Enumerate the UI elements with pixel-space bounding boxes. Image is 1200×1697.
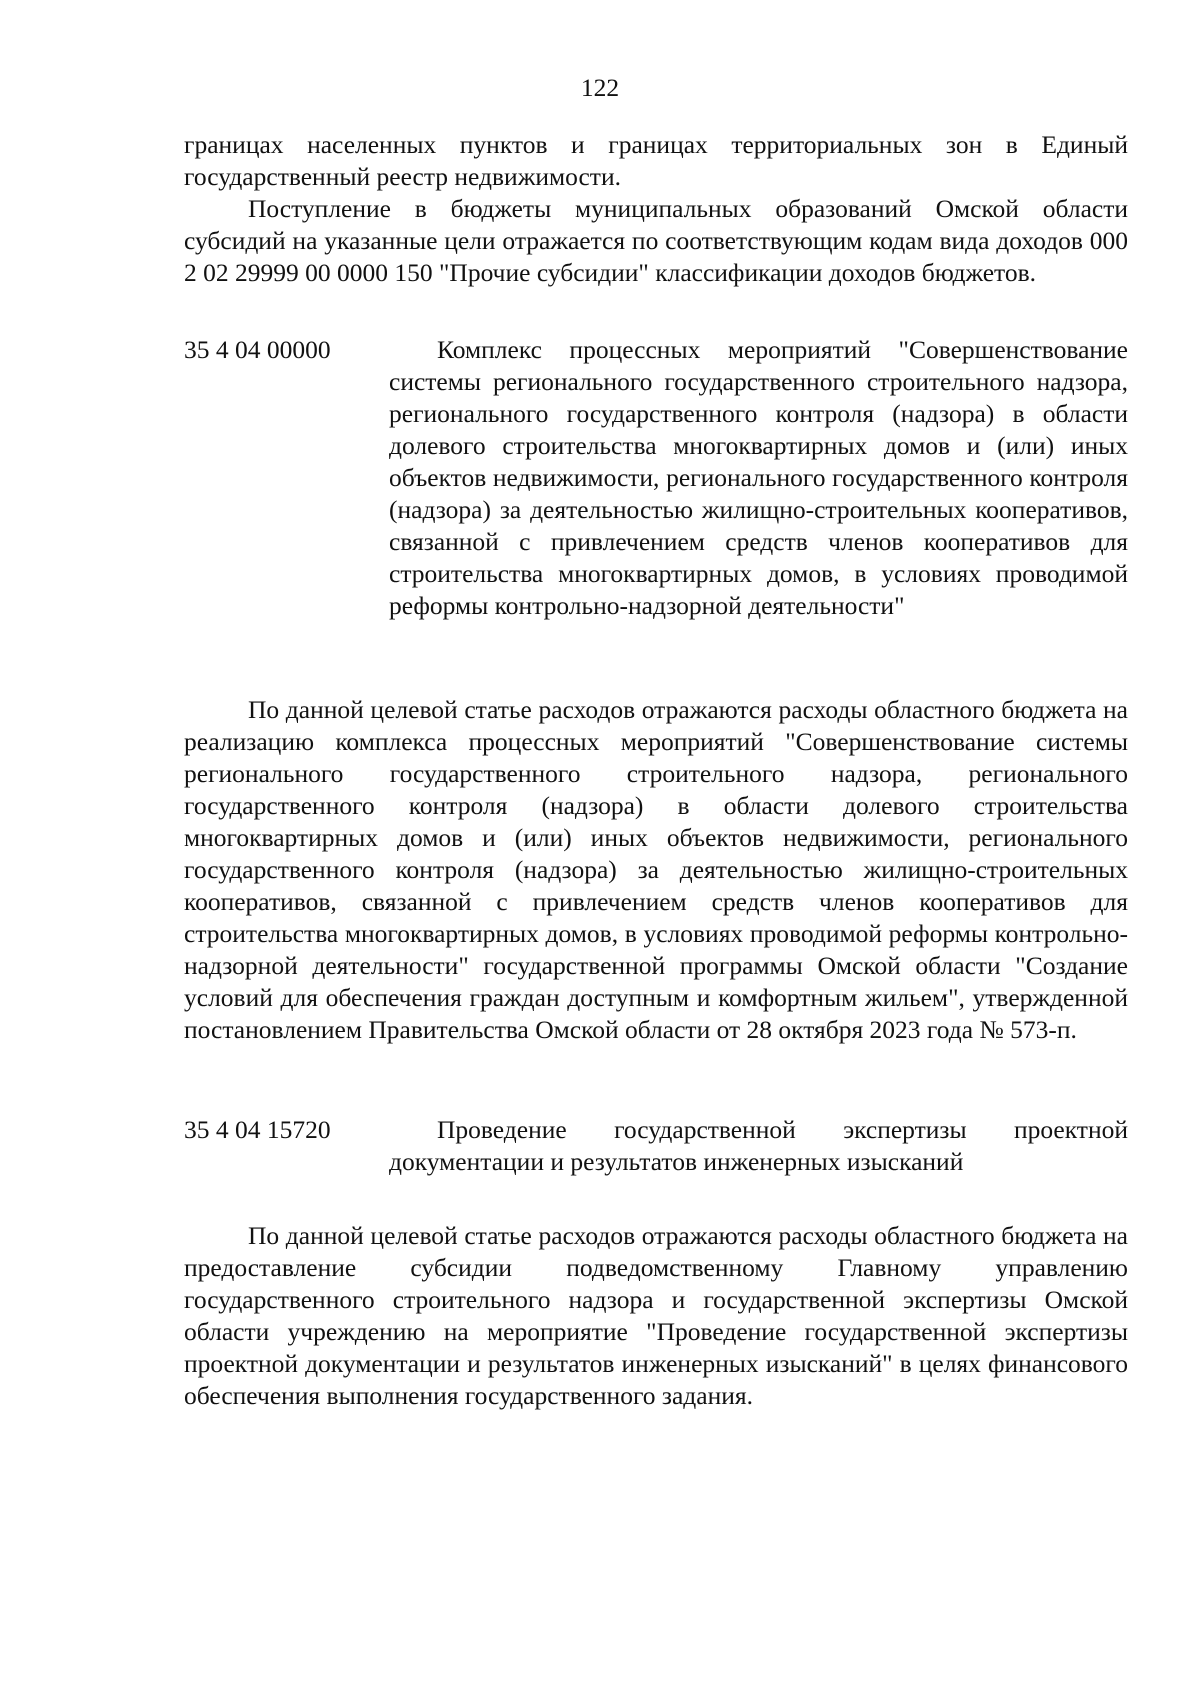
target-article-entry: [184, 334, 1128, 622]
target-article-title: Комплекс процессных мероприятий "Совершенствование системы регионального государственного строительного надзора, регионального государственного контроля (надзора) в области долевого строительства многоквартирных домов и (или) иных объектов недвижимости, регионального государственного контроля (надзора) за деятельностью жилищно-строительных кооперативов, связанной с привлечением средств членов кооперативов для строительства многоквартирных домов, в условиях проводимой реформы контрольно-надзорной деятельности": [389, 335, 1128, 620]
paragraph-expenses-1: [184, 694, 1128, 1046]
paragraph-continuation: [184, 129, 1128, 193]
paragraph-revenue: [184, 193, 1128, 289]
page-number: 122: [580, 73, 620, 102]
target-article-code: 35 4 04 00000: [184, 335, 331, 364]
paragraph-text: По данной целевой статье расходов отражаются расходы областного бюджета на реализацию комплекса процессных мероприятий "Совершенствование системы регионального государственного строительного надзора, регионального государственного контроля (надзора) в области долевого строительства многоквартирных домов и (или) иных объектов недвижимости, регионального государственного контроля (надзора) за деятельностью жилищно-строительных кооперативов, связанной с привлечением средств членов кооперативов для строительства многоквартирных домов, в условиях проводимой реформы контрольно-надзорной деятельности" государственной программы Омской области "Создание условий для обеспечения граждан доступным и комфортным жильем", утвержденной постановлением Правительства Омской области от 28 октября 2023 года № 573-п.: [184, 695, 1128, 1044]
paragraph-text: границах населенных пунктов и границах территориальных зон в Единый государственный реестр недвижимости.: [184, 130, 1128, 191]
target-article-code: 35 4 04 15720: [184, 1115, 331, 1144]
paragraph-text: По данной целевой статье расходов отражаются расходы областного бюджета на предоставление субсидии подведомственному Главному управлению государственного строительного надзора и государственной экспертизы Омской области учреждению на мероприятие "Проведение государственной экспертизы проектной документации и результатов инженерных изысканий" в целях финансового обеспечения выполнения государственного задания.: [184, 1221, 1128, 1410]
target-article-entry: [184, 1114, 1128, 1178]
paragraph-text: Поступление в бюджеты муниципальных образований Омской области субсидий на указанные цели отражается по соответствующим кодам вида доходов 000 2 02 29999 00 0000 150 "Прочие субсидии" классификации доходов бюджетов.: [184, 194, 1128, 287]
paragraph-expenses-2: [184, 1220, 1128, 1412]
target-article-title: Проведение государственной экспертизы проектной документации и результатов инженерных изысканий: [389, 1115, 1128, 1176]
